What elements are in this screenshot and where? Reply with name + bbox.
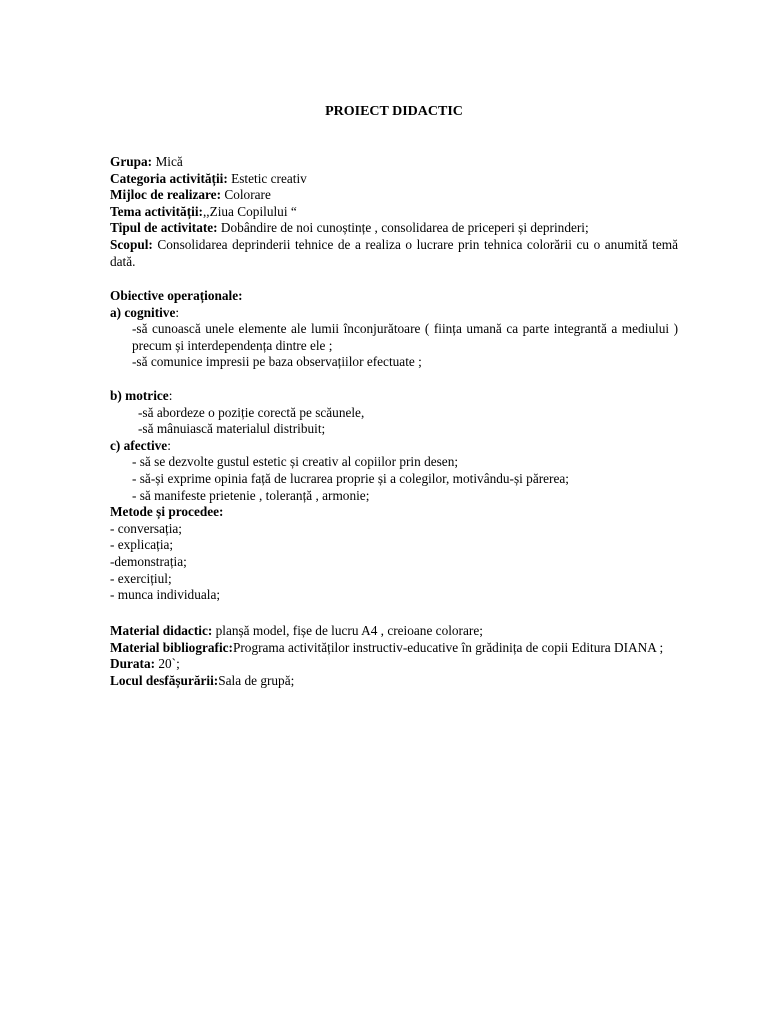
- field-value: Dobândire de noi cunoștințe , consolidarea de priceperi și deprinderi;: [217, 220, 589, 236]
- afective-item: - să manifeste prietenie , toleranță , armonie;: [132, 487, 370, 503]
- field-value: Estetic creativ: [227, 170, 307, 186]
- field-value: Colorare: [221, 187, 271, 203]
- field-label: Tipul de activitate:: [110, 220, 218, 236]
- page-title: PROIECT DIDACTIC: [325, 104, 463, 119]
- motrice-item: -să abordeze o poziție corectă pe scăunele,: [138, 404, 365, 420]
- field-categoria: [110, 171, 678, 188]
- field-value: Programa activităților instructiv-educative în grădinița de copii Editura DIANA ;: [232, 639, 664, 655]
- motrice-label: b) motrice: [110, 388, 169, 403]
- field-locul: [110, 673, 678, 690]
- field-scopul: [110, 237, 678, 270]
- objectives-section: [110, 288, 678, 371]
- methods-heading: Metode și procedee:: [110, 504, 224, 520]
- field-value: Sala de grupă;: [218, 672, 295, 688]
- cognitive-heading: [110, 305, 678, 322]
- field-grupa: [110, 154, 678, 171]
- footer-fields: [110, 623, 678, 689]
- field-label: Scopul:: [110, 236, 153, 252]
- field-tipul: [110, 220, 678, 237]
- afective-colon: :: [167, 437, 171, 453]
- field-label: Grupa:: [110, 154, 153, 169]
- header-fields: [110, 154, 678, 270]
- field-value: planșă model, fișe de lucru A4 , creioane colorare;: [212, 623, 483, 638]
- objectives-heading: Obiective operaționale:: [110, 288, 243, 303]
- method-item: - munca individuala;: [110, 587, 221, 603]
- field-value: ,,Ziua Copilului “: [202, 203, 297, 219]
- afective-item: - să se dezvolte gustul estetic și creativ al copiilor prin desen;: [132, 454, 459, 470]
- cognitive-item: -să cunoască unele elemente ale lumii înconjurătoare ( ființa umană ca parte integrantă a mediului ) precum și interdependența dintre ele ;: [132, 321, 678, 353]
- field-mijloc: [110, 187, 678, 204]
- field-label: Mijloc de realizare:: [110, 187, 222, 203]
- method-item: - conversația;: [110, 520, 182, 536]
- method-item: -demonstrația;: [110, 553, 187, 569]
- field-label: Tema activității:: [110, 203, 203, 219]
- field-label: Material didactic:: [110, 623, 213, 638]
- method-item: - exercițiul;: [110, 570, 172, 586]
- motrice-item: -să mânuiască materialul distribuit;: [138, 421, 326, 437]
- field-label: Categoria activității:: [110, 170, 228, 186]
- field-value: 20`;: [155, 656, 180, 672]
- field-tema: [110, 204, 678, 221]
- cognitive-item: -să comunice impresii pe baza observațiilor efectuate ;: [132, 354, 422, 370]
- field-label: Locul desfășurării:: [110, 672, 219, 688]
- motrice-section: [110, 388, 678, 604]
- method-item: - explicația;: [110, 537, 174, 553]
- afective-heading: [110, 438, 678, 455]
- motrice-colon: :: [168, 388, 173, 403]
- field-label: Material bibliografic:: [110, 639, 233, 655]
- motrice-heading: [110, 388, 678, 405]
- cognitive-colon: :: [175, 304, 180, 320]
- field-durata: [110, 656, 678, 673]
- field-biblio: [110, 640, 678, 657]
- field-label: Durata:: [110, 656, 156, 672]
- field-value: Consolidarea deprinderii tehnice de a realiza o lucrare prin tehnica colorării cu o anumită temă dată.: [110, 236, 678, 269]
- field-material: [110, 623, 678, 640]
- afective-label: c) afective: [110, 437, 168, 453]
- field-value: Mică: [152, 154, 183, 169]
- cognitive-label: a) cognitive: [110, 304, 176, 320]
- afective-item: - să-și exprime opinia față de lucrarea proprie și a colegilor, motivându-și părerea;: [132, 470, 569, 486]
